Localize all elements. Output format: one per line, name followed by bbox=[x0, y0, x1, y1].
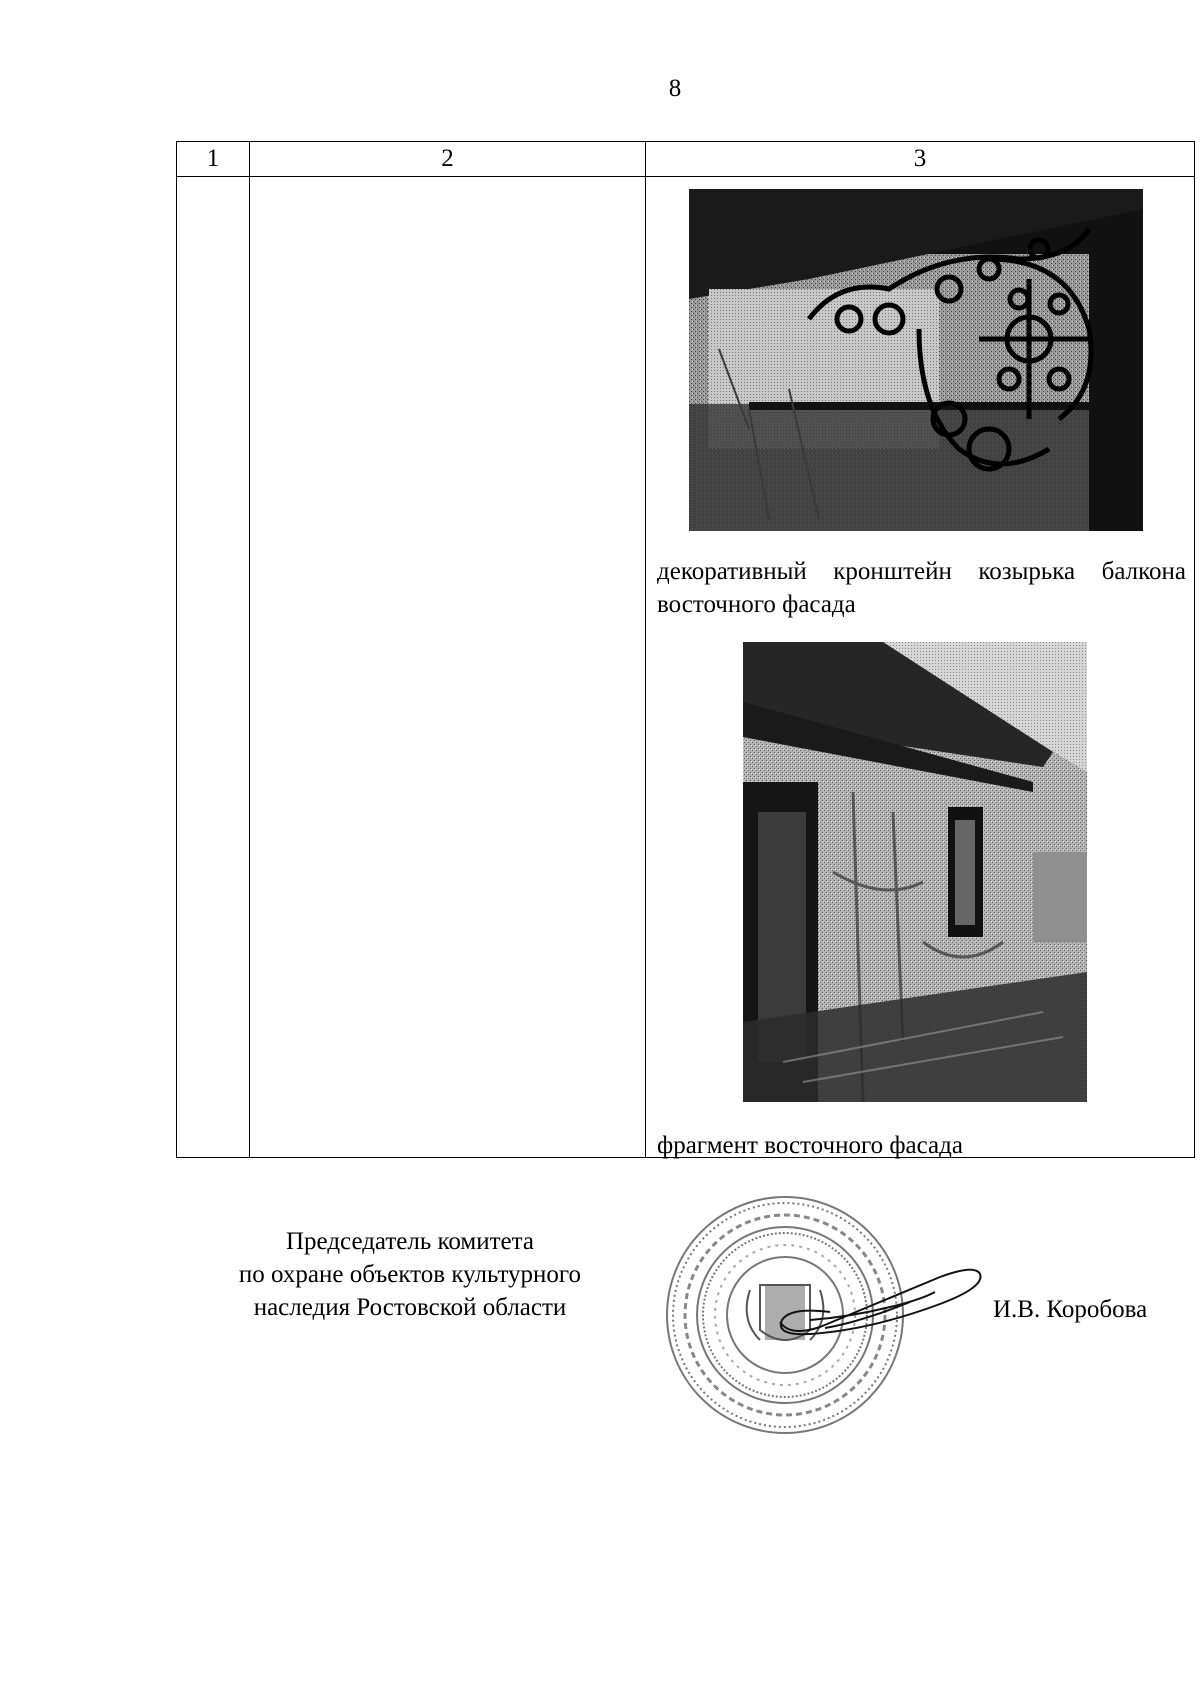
signatory-name: И.В. Коробова bbox=[993, 1296, 1148, 1323]
document-table bbox=[176, 141, 1195, 1158]
table-header-row bbox=[177, 142, 1195, 177]
table-header-cell-2: 2 bbox=[250, 142, 646, 177]
east-facade-image-icon bbox=[743, 642, 1087, 1102]
page-number: 8 bbox=[668, 75, 682, 102]
balcony-bracket-photo bbox=[689, 189, 1143, 531]
east-facade-photo bbox=[743, 642, 1087, 1102]
table-cell-photos bbox=[646, 177, 1195, 1158]
handwritten-signature-icon bbox=[770, 1262, 990, 1342]
photo-caption-bracket: декоративный кронштейн козырька балкона восточного фасада bbox=[657, 558, 1186, 618]
position-line: наследия Ростовской области bbox=[253, 1294, 567, 1321]
table-header-cell-1: 1 bbox=[177, 142, 250, 177]
table-cell-number bbox=[177, 177, 250, 1158]
position-line: Председатель комитета bbox=[286, 1228, 534, 1255]
signatory-position bbox=[200, 1225, 620, 1324]
table-row bbox=[177, 177, 1195, 1158]
wrought-iron-bracket-image-icon bbox=[689, 189, 1143, 531]
table-cell-description bbox=[250, 177, 646, 1158]
position-line: по охране объектов культурного bbox=[238, 1261, 582, 1288]
table-header-cell-3: 3 bbox=[646, 142, 1195, 177]
photo-caption-facade: фрагмент восточного фасада bbox=[657, 1132, 963, 1159]
